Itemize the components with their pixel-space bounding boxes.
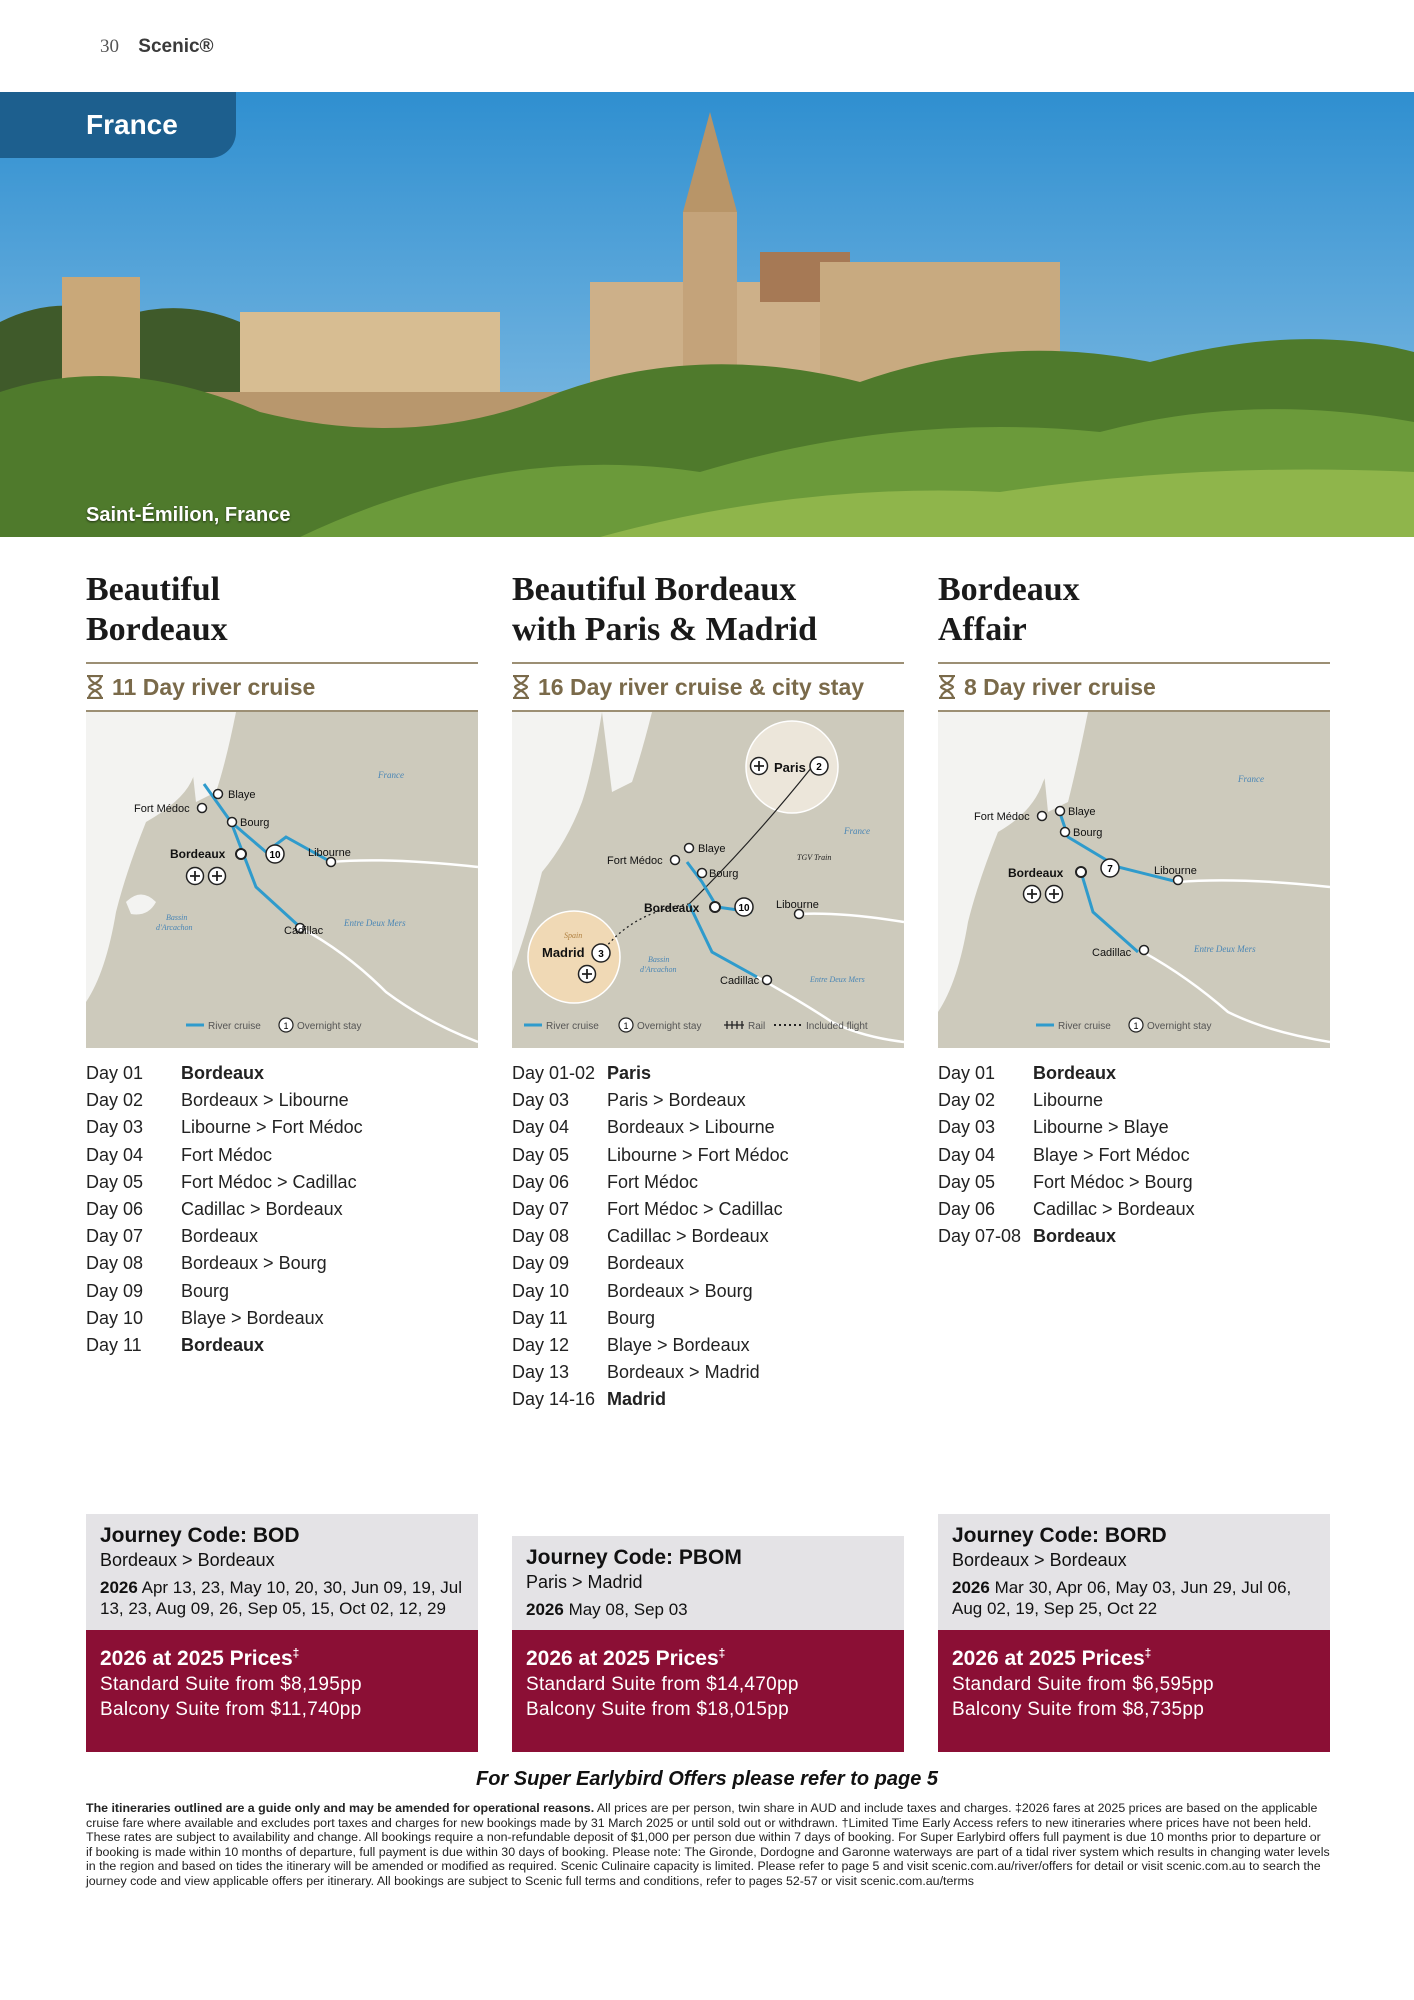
- page-header: [100, 36, 214, 58]
- journey-route: Paris > Madrid: [526, 1572, 643, 1592]
- day-route: Cadillac > Bordeaux: [607, 1226, 769, 1247]
- map-label: Bassin: [648, 955, 670, 964]
- journey-route: Bordeaux > Bordeaux: [952, 1550, 1127, 1570]
- day-number: Day 02: [938, 1090, 996, 1111]
- day-route: Fort Médoc: [181, 1144, 273, 1165]
- day-number: Day 10: [86, 1307, 144, 1328]
- day-route: Cadillac > Bordeaux: [1033, 1199, 1195, 1220]
- brand-name: Scenic®: [138, 36, 214, 57]
- itinerary-day: [86, 1278, 478, 1305]
- cruise-duration: 8 Day river cruise: [938, 664, 1330, 712]
- map-label: d'Arcachon: [156, 923, 193, 932]
- day-number: Day 07: [512, 1199, 570, 1220]
- day-route: Bordeaux > Madrid: [607, 1362, 760, 1383]
- page-number: 30: [100, 36, 119, 57]
- hero-photo: [0, 92, 1414, 537]
- legend-river: River cruise: [1058, 1021, 1111, 1032]
- route-map: [86, 712, 478, 1048]
- itinerary-day: [512, 1196, 904, 1223]
- day-route: Bordeaux > Libourne: [607, 1117, 775, 1138]
- itinerary-day: [86, 1305, 478, 1332]
- itinerary-day: [512, 1278, 904, 1305]
- day-route: Libourne: [1033, 1090, 1104, 1111]
- day-number: Day 06: [938, 1199, 996, 1220]
- route-map: [938, 712, 1330, 1048]
- day-number: Day 07: [86, 1226, 144, 1247]
- journey-code: Journey Code: BOD: [100, 1524, 300, 1547]
- overnight-count: 7: [1107, 864, 1113, 875]
- map-label: Entre Deux Mers: [344, 918, 406, 928]
- hourglass-icon: [86, 675, 104, 699]
- journey-code-box: [86, 1514, 478, 1630]
- day-route: Bordeaux: [181, 1226, 259, 1247]
- day-route: Paris > Bordeaux: [607, 1090, 746, 1111]
- price-box: [938, 1630, 1330, 1752]
- itinerary-day: [938, 1142, 1330, 1169]
- day-number: Day 05: [512, 1144, 570, 1165]
- place-label: Bourg: [240, 817, 270, 829]
- map-label: TGV Train: [797, 853, 832, 862]
- place-label: Blaye: [228, 789, 256, 801]
- itinerary-day: [86, 1223, 478, 1250]
- day-route: Bourg: [181, 1280, 230, 1301]
- price-heading: 2026 at 2025 Prices‡: [100, 1646, 300, 1670]
- day-route: Bordeaux: [1033, 1226, 1117, 1247]
- route-map: [512, 712, 904, 1048]
- legend-river: River cruise: [546, 1021, 599, 1032]
- itinerary-day: [512, 1332, 904, 1359]
- day-number: Day 09: [512, 1253, 570, 1274]
- place-label: Libourne: [776, 899, 819, 911]
- price-box: [86, 1630, 478, 1752]
- hourglass-icon: [938, 675, 956, 699]
- map-label: Entre Deux Mers: [810, 975, 865, 984]
- day-number: Day 02: [86, 1090, 144, 1111]
- journey-route: Bordeaux > Bordeaux: [100, 1550, 275, 1570]
- day-route: Fort Médoc > Cadillac: [607, 1199, 783, 1220]
- day-number: Day 12: [512, 1334, 570, 1355]
- offer-note: For Super Earlybird Offers please refer to page 5: [475, 1768, 938, 1790]
- departure-dates: 2026 May 08, Sep 03: [526, 1600, 688, 1619]
- day-route: Madrid: [607, 1389, 667, 1410]
- departure-dates: 2026 Mar 30, Apr 06, May 03, Jun 29, Jul 06, Aug 02, 19, Sep 25, Oct 22: [952, 1578, 1292, 1618]
- itinerary-day: [938, 1196, 1330, 1223]
- day-number: Day 06: [86, 1199, 144, 1220]
- journey-code: Journey Code: PBOM: [526, 1546, 742, 1569]
- map-label: Spain: [564, 931, 583, 940]
- map-label: Entre Deux Mers: [1194, 944, 1256, 954]
- day-number: Day 04: [512, 1117, 570, 1138]
- legend-overnight: Overnight stay: [1147, 1021, 1212, 1032]
- cruise-title: Beautiful Bordeaux: [86, 571, 228, 648]
- place-label: Fort Médoc: [607, 855, 663, 867]
- map-label: Bassin: [166, 913, 188, 922]
- itinerary-list: [512, 1060, 904, 1413]
- day-route: Fort Médoc > Bourg: [1033, 1171, 1193, 1192]
- itinerary-day: [86, 1142, 478, 1169]
- day-route: Bordeaux: [181, 1334, 265, 1355]
- day-number: Day 14-16: [512, 1389, 596, 1410]
- day-number: Day 03: [938, 1117, 996, 1138]
- map-label: France: [844, 826, 870, 836]
- cruise-column-1: [86, 570, 478, 1359]
- photo-caption: Saint-Émilion, France: [86, 504, 291, 526]
- day-number: Day 01: [938, 1063, 996, 1084]
- svg-text:1: 1: [1133, 1021, 1139, 1031]
- day-number: Day 05: [86, 1171, 144, 1192]
- itinerary-day: [938, 1169, 1330, 1196]
- cruise-title: Bordeaux Affair: [938, 571, 1080, 648]
- fine-print: The itineraries outlined are a guide only and may be amended for operational reasons. All prices are per person, twin share in AUD and include taxes and charges. ‡2026 fares at 2025 prices are based on the applicable cruise fare where available and excludes port taxes and charges for new bookings made by 31 March 2025 or until sold out or withdrawn. †Limited Time Early Access refers to new itineraries where prices have not been held. These rates are subject to availability and change. All bookings require a non-refundable deposit of $1,000 per person due within 7 days of booking. For Super Earlybird offers full payment is due 10 months prior to departure or if booking is made within 10 months of departure, full payment is due within 30 days of booking. Please note: The Gironde, Dordogne and Garonne waterways are part of a tidal river system which results in changing water levels in the region and based on tides the itinerary will be amended or modified as required. Scenic Culinaire capacity is limited. Please refer to page 5 and visit scenic.com.au/river/offers for detail or visit scenic.com.au to search the journey code and view applicable offers per itinerary. All bookings are subject to Scenic full terms and conditions, refer to pages 52-57 or visit scenic.com.au/terms: [86, 1801, 1330, 1888]
- place-label: Fort Médoc: [134, 803, 190, 815]
- balcony-suite-price: Balcony Suite from $8,735pp: [952, 1699, 1205, 1720]
- place-label: Fort Médoc: [974, 811, 1030, 823]
- day-route: Cadillac > Bordeaux: [181, 1199, 343, 1220]
- day-number: Day 08: [512, 1226, 570, 1247]
- day-route: Bordeaux: [607, 1253, 685, 1274]
- day-number: Day 04: [86, 1144, 144, 1165]
- day-number: Day 13: [512, 1362, 570, 1383]
- day-route: Libourne > Blaye: [1033, 1117, 1169, 1138]
- svg-text:1: 1: [283, 1021, 289, 1031]
- standard-suite-price: Standard Suite from $14,470pp: [526, 1674, 799, 1695]
- day-number: Day 11: [512, 1307, 568, 1328]
- journey-code-box: [512, 1536, 904, 1630]
- cruise-title: Beautiful Bordeaux with Paris & Madrid: [512, 571, 818, 648]
- map-label: France: [378, 770, 404, 780]
- itinerary-day: [86, 1169, 478, 1196]
- place-label: Bourg: [1073, 827, 1103, 839]
- day-number: Day 03: [512, 1090, 570, 1111]
- place-label: Bordeaux: [170, 847, 226, 861]
- cruise-duration: 11 Day river cruise: [86, 664, 478, 712]
- day-route: Fort Médoc: [607, 1171, 699, 1192]
- legend-overnight: Overnight stay: [297, 1021, 362, 1032]
- day-number: Day 03: [86, 1117, 144, 1138]
- balcony-suite-price: Balcony Suite from $11,740pp: [100, 1699, 362, 1720]
- itinerary-day: [512, 1169, 904, 1196]
- hourglass-icon: [512, 675, 530, 699]
- itinerary-list: [86, 1060, 478, 1359]
- day-number: Day 01: [86, 1063, 144, 1084]
- day-number: Day 08: [86, 1253, 144, 1274]
- day-route: Paris: [607, 1063, 652, 1084]
- day-number: Day 06: [512, 1171, 570, 1192]
- cruise-column-2: [512, 570, 904, 1413]
- itinerary-day: [86, 1196, 478, 1223]
- day-number: Day 09: [86, 1280, 144, 1301]
- svg-text:1: 1: [623, 1021, 629, 1031]
- legend-flight: Included flight: [806, 1021, 868, 1032]
- overnight-count: 3: [598, 949, 604, 960]
- day-route: Bordeaux > Libourne: [181, 1090, 349, 1111]
- place-label: Bordeaux: [1008, 866, 1064, 880]
- place-label: Cadillac: [1092, 947, 1132, 959]
- day-route: Libourne > Fort Médoc: [181, 1117, 363, 1138]
- itinerary-day: [86, 1250, 478, 1277]
- legend-rail: Rail: [748, 1021, 766, 1032]
- overnight-count: 10: [738, 903, 750, 914]
- day-route: Bordeaux > Bourg: [607, 1280, 753, 1301]
- place-label: Paris: [774, 760, 806, 775]
- place-label: Blaye: [698, 843, 726, 855]
- map-label: France: [1238, 774, 1264, 784]
- day-route: Bordeaux > Bourg: [181, 1253, 327, 1274]
- map-label: d'Arcachon: [640, 965, 677, 974]
- place-label: Bordeaux: [644, 901, 700, 915]
- departure-dates: 2026 Apr 13, 23, May 10, 20, 30, Jun 09, 19, Jul 13, 23, Aug 09, 26, Sep 05, 15, Oct 02, 12, 29: [100, 1578, 462, 1618]
- itinerary-day: [512, 1087, 904, 1114]
- itinerary-day: [938, 1087, 1330, 1114]
- itinerary-list: [938, 1060, 1330, 1250]
- overnight-count: 2: [816, 762, 822, 773]
- journey-code-box: [938, 1514, 1330, 1630]
- price-heading: 2026 at 2025 Prices‡: [526, 1646, 726, 1670]
- region-tab: France: [0, 92, 236, 158]
- place-label: Madrid: [542, 945, 585, 960]
- place-label: Cadillac: [284, 925, 324, 937]
- itinerary-day: [512, 1223, 904, 1250]
- day-route: Blaye > Bordeaux: [607, 1334, 750, 1355]
- day-number: Day 10: [512, 1280, 570, 1301]
- standard-suite-price: Standard Suite from $8,195pp: [100, 1674, 362, 1695]
- itinerary-day: [938, 1223, 1330, 1250]
- itinerary-day: [512, 1060, 904, 1087]
- day-route: Bourg: [607, 1307, 656, 1328]
- itinerary-day: [512, 1386, 904, 1413]
- itinerary-day: [512, 1250, 904, 1277]
- itinerary-day: [938, 1060, 1330, 1087]
- journey-code: Journey Code: BORD: [952, 1524, 1167, 1547]
- day-route: Fort Médoc > Cadillac: [181, 1171, 357, 1192]
- itinerary-day: [86, 1332, 478, 1359]
- day-route: Blaye > Fort Médoc: [1033, 1144, 1190, 1165]
- day-route: Bordeaux: [1033, 1063, 1117, 1084]
- itinerary-day: [512, 1142, 904, 1169]
- overnight-count: 10: [269, 850, 281, 861]
- place-label: Blaye: [1068, 806, 1096, 818]
- cruise-column-3: [938, 570, 1330, 1250]
- legend-overnight: Overnight stay: [637, 1021, 702, 1032]
- day-number: Day 11: [86, 1334, 142, 1355]
- itinerary-day: [86, 1060, 478, 1087]
- day-number: Day 07-08: [938, 1226, 1022, 1247]
- itinerary-day: [86, 1114, 478, 1141]
- itinerary-day: [86, 1087, 478, 1114]
- itinerary-day: [512, 1114, 904, 1141]
- day-number: Day 04: [938, 1144, 996, 1165]
- place-label: Bourg: [709, 868, 739, 880]
- day-route: Libourne > Fort Médoc: [607, 1144, 789, 1165]
- itinerary-day: [512, 1359, 904, 1386]
- day-route: Bordeaux: [181, 1063, 265, 1084]
- day-number: Day 01-02: [512, 1063, 596, 1084]
- itinerary-day: [512, 1305, 904, 1332]
- day-route: Blaye > Bordeaux: [181, 1307, 324, 1328]
- price-box: [512, 1630, 904, 1752]
- place-label: Libourne: [308, 847, 351, 859]
- balcony-suite-price: Balcony Suite from $18,015pp: [526, 1699, 789, 1720]
- legend-river: River cruise: [208, 1021, 261, 1032]
- cruise-duration: 16 Day river cruise & city stay: [512, 664, 904, 712]
- itinerary-day: [938, 1114, 1330, 1141]
- standard-suite-price: Standard Suite from $6,595pp: [952, 1674, 1214, 1695]
- place-label: Libourne: [1154, 865, 1197, 877]
- day-number: Day 05: [938, 1171, 996, 1192]
- place-label: Cadillac: [720, 975, 760, 987]
- price-heading: 2026 at 2025 Prices‡: [952, 1646, 1152, 1670]
